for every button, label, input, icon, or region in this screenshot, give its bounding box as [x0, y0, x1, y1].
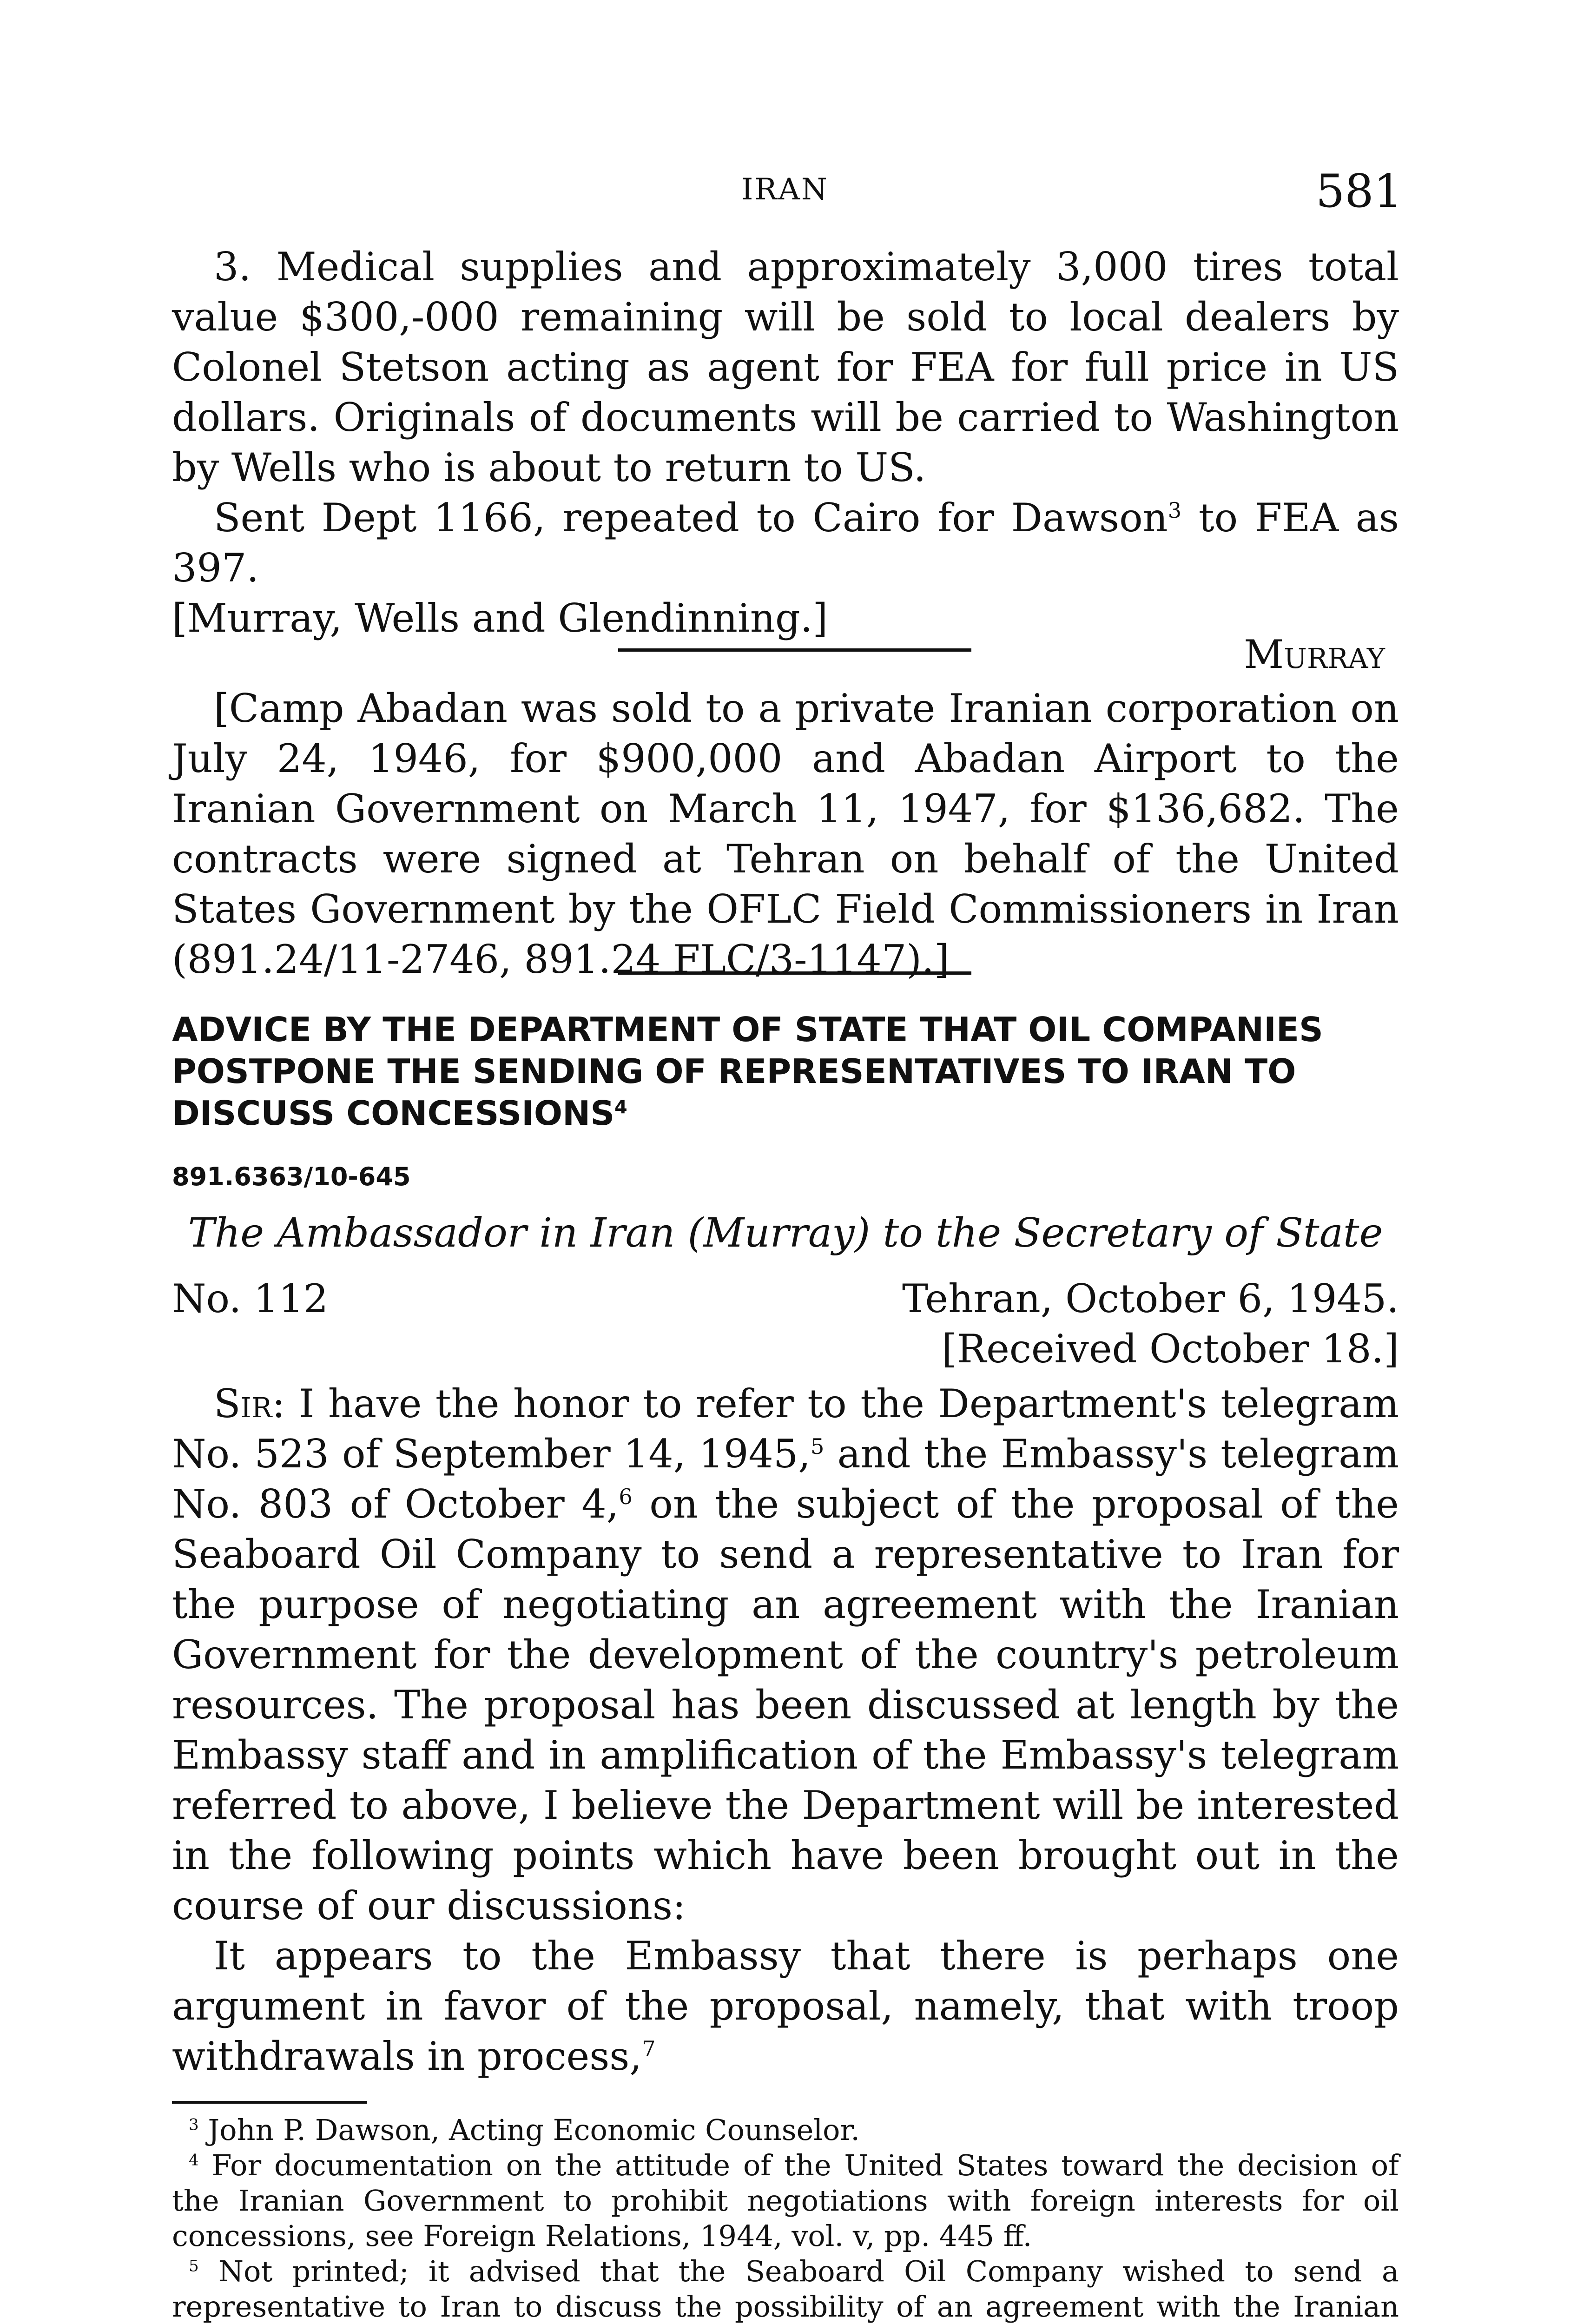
para1-part-b: and the Embassy's telegram No. 803 of October 4, [172, 1431, 1399, 1527]
para1-part-a: : I have the honor to refer to the Department's telegram No. 523 of September 14, 1945, [172, 1381, 1399, 1477]
letter-block [172, 1274, 1399, 2081]
sent-line-rest: to FEA as 397. [172, 495, 1399, 591]
para2-text: It appears to the Embassy that there is perhaps one argument in favor of the proposal, namely, that with troop withdrawals in process, [172, 1933, 1399, 2079]
telegram-item-3: 3. Medical supplies and approximately 3,000 tires total value $300,-000 remaining will be sold to local dealers by Colonel Stetson acting as agent for FEA for full price in US dollars. Originals of documents will be carried to Washington by Wells who is about to return to US. [172, 244, 1399, 490]
footnote-5-text: Not printed; it advised that the Seaboard Oil Company wished to send a representative to Iran to discuss the possibility of an agreement with the Iranian [172, 2254, 1399, 2324]
letter-paragraph-2 [172, 1931, 1399, 2081]
footnote-3-text: John P. Dawson, Acting Economic Counselor. [198, 2113, 860, 2147]
running-header [0, 165, 1570, 216]
editorial-note: [Camp Abadan was sold to a private Iranian corporation on July 24, 1946, for $900,000 and Abadan Airport to the Iranian Government on March 11, 1947, for $136,682. The contracts were signed at Tehran on behalf of the United States Government by the OFLC Field Commissioners in Iran (891.24/11-2746, 891.24 FLC/3-1147).] [172, 686, 1399, 982]
page-number: 581 [1315, 165, 1403, 218]
footnote-ref-5: 5 [811, 1434, 825, 1459]
letter-dateline [172, 1274, 1399, 1324]
signature: Murray [1244, 632, 1385, 677]
sent-line-text: Sent Dept 1166, repeated to Cairo for Dawson [214, 495, 1168, 541]
footnote-ref-7: 7 [642, 2036, 656, 2061]
section-heading-text: ADVICE BY THE DEPARTMENT OF STATE THAT OIL COMPANIES POSTPONE THE SENDING OF REPRESENTATIVES TO IRAN TO DISCUSS CONCESSIONS [172, 1010, 1323, 1133]
footnote-5 [172, 2254, 1399, 2324]
section-heading [172, 1009, 1399, 1134]
salutation: Sir [214, 1381, 272, 1426]
footnote-4 [172, 2148, 1399, 2254]
running-title: IRAN [741, 172, 829, 207]
footnote-mark-4: 4 [189, 2151, 199, 2170]
received-date: [Received October 18.] [942, 1326, 1399, 1372]
footnote-mark-5: 5 [189, 2257, 199, 2276]
file-reference: 891.6363/10-645 [172, 1162, 411, 1191]
section-divider-1 [618, 648, 971, 652]
letter-number: No. 112 [172, 1276, 329, 1321]
section-heading-block [172, 1009, 1399, 1256]
telegram-block [172, 242, 1399, 680]
telegram-names: [Murray, Wells and Glendinning.] [172, 595, 828, 641]
footnote-4-text: For documentation on the attitude of the United States toward the decision of the Iranian Government to prohibit negotiations with foreign interests for oil concessions, see Foreign Relations, 1944, vol. v, pp. 445 ff. [172, 2148, 1399, 2253]
footnotes [172, 2113, 1399, 2324]
footnote-mark-3: 3 [189, 2115, 199, 2134]
document-title: The Ambassador in Iran (Murray) to the Secretary of State [188, 1210, 1383, 1256]
footnote-ref-4: 4 [614, 1096, 627, 1118]
letter-place-date: Tehran, October 6, 1945. [902, 1276, 1399, 1321]
para1-part-c: on the subject of the proposal of the Seaboard Oil Company to send a representative to Iran for the purpose of negotiating an agreement with the Iranian Government for the development of the country's petroleum resources. The proposal has been discussed at length by the Embassy staff and in amplification of the Embassy's telegram referred to above, I believe the Department will be interested in the following points which have been brought out in the course of our discussions: [172, 1481, 1399, 1928]
telegram-sent-line [172, 493, 1399, 593]
footnote-ref-6: 6 [619, 1484, 633, 1509]
editorial-note-block [172, 683, 1399, 984]
letter-paragraph-1 [172, 1379, 1399, 1931]
footnote-divider [172, 2101, 367, 2104]
footnote-ref-3: 3 [1168, 498, 1182, 523]
footnote-3 [172, 2113, 1399, 2148]
section-divider-2 [618, 971, 971, 975]
